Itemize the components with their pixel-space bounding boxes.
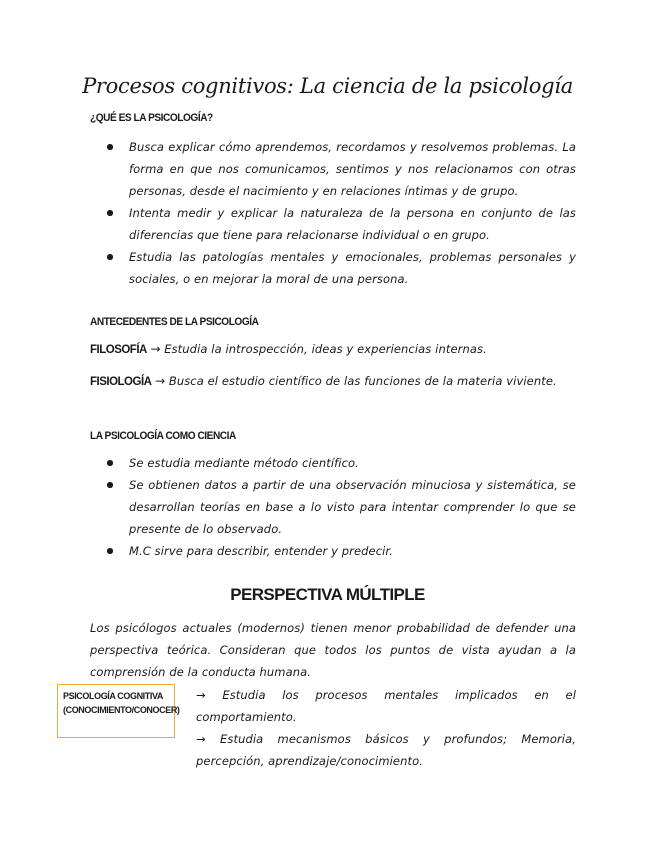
arrow-right-icon: → xyxy=(150,342,161,356)
list-item: M.C sirve para describir, entender y predecir. xyxy=(129,540,576,562)
list-item: Busca explicar cómo aprendemos, recordamos y resolvemos problemas. La forma en que nos comunicamos, sentimos y nos relacionamos con otras personas, desde el nacimiento y en relaciones íntimas y de grupo. xyxy=(129,136,576,202)
page-title: Procesos cognitivos: La ciencia de la psicología xyxy=(82,74,573,98)
psicologia-cognitiva-box xyxy=(57,684,180,738)
list-item: Se estudia mediante método científico. xyxy=(129,452,576,474)
definition-text: Busca el estudio científico de las funciones de la materia viviente. xyxy=(168,374,557,388)
arrow-right-icon: → xyxy=(155,374,166,388)
cognitiva-points xyxy=(196,684,576,772)
box-subtitle: (CONOCIMIENTO/CONOCER) xyxy=(63,705,180,715)
box-title: PSICOLOGÍA COGNITIVA xyxy=(63,691,164,701)
list-item: → Estudia mecanismos básicos y profundos; Memoria, percepción, aprendizaje/conocimiento. xyxy=(196,732,576,768)
definition-fisiologia xyxy=(90,374,557,388)
definition-text: Estudia la introspección, ideas y experiencias internas. xyxy=(164,342,487,356)
que-es-list xyxy=(90,136,576,290)
heading-perspectiva-multiple: PERSPECTIVA MÚLTIPLE xyxy=(230,585,425,604)
definition-filosofia xyxy=(90,342,487,356)
definition-term: FISIOLOGÍA xyxy=(90,376,152,388)
ciencia-list xyxy=(90,452,576,562)
perspectiva-paragraph: Los psicólogos actuales (modernos) tienen menor probabilidad de defender una perspectiva teórica. Consideran que todos los puntos de vista ayudan a la comprensión de la conducta humana. xyxy=(90,621,576,679)
list-item: → Estudia los procesos mentales implicados en el comportamiento. xyxy=(196,688,576,724)
heading-psicologia-como-ciencia: LA PSICOLOGÍA COMO CIENCIA xyxy=(90,430,236,442)
heading-que-es-la-psicologia: ¿QUÉ ES LA PSICOLOGÍA? xyxy=(90,112,213,124)
list-item: Se obtienen datos a partir de una observación minuciosa y sistemática, se desarrollan teorías en base a lo visto para intentar comprender lo que se presente de lo observado. xyxy=(129,474,576,540)
heading-antecedentes: ANTECEDENTES DE LA PSICOLOGÍA xyxy=(90,316,259,328)
list-item: Intenta medir y explicar la naturaleza de la persona en conjunto de las diferencias que tiene para relacionarse individual o en grupo. xyxy=(129,202,576,246)
definition-term: FILOSOFÍA xyxy=(90,344,147,356)
list-item: Estudia las patologías mentales y emocionales, problemas personales y sociales, o en mejorar la moral de una persona. xyxy=(129,246,576,290)
